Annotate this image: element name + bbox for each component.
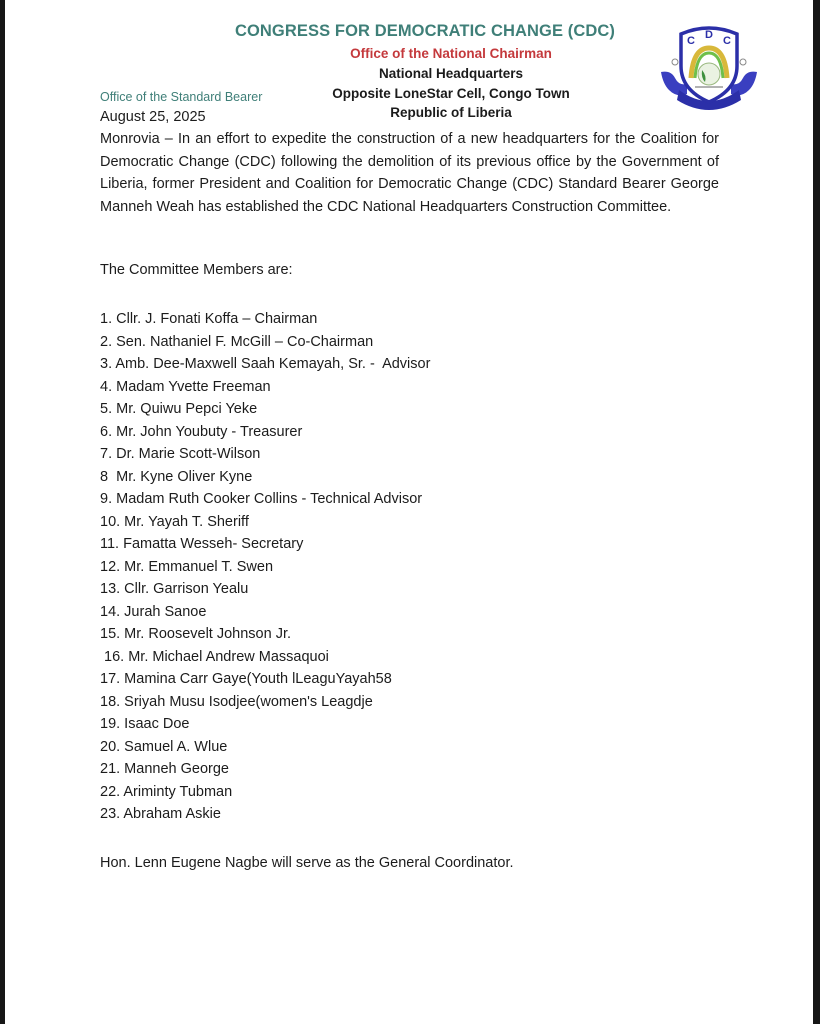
member-item: 16. Mr. Michael Andrew Massaquoi [100, 648, 329, 665]
member-item: 7. Dr. Marie Scott-Wilson [100, 446, 261, 462]
member-item: 3. Amb. Dee-Maxwell Saah Kemayah, Sr. - Advisor [100, 356, 431, 372]
general-coordinator-statement: Hon. Lenn Eugene Nagbe will serve as the General Coordinator. [100, 855, 514, 871]
crest-letter-c1: C [687, 35, 695, 47]
member-item: 5. Mr. Quiwu Pepci Yeke [100, 401, 258, 417]
document-page [5, 0, 813, 1024]
member-item: 18. Sriyah Musu Isodjee(women's Leagdje [100, 693, 373, 710]
organization-title: CONGRESS FOR DEMOCRATIC CHANGE (CDC) [234, 22, 616, 40]
committee-member-list [100, 308, 430, 826]
member-item: 14. Jurah Sanoe [100, 603, 207, 620]
member-item: 17. Mamina Carr Gaye(Youth lLeaguYayah58 [100, 671, 392, 687]
member-item: 13. Cllr. Garrison Yealu [100, 581, 249, 597]
crest-swirl-left [672, 59, 678, 65]
members-intro: The Committee Members are: [100, 262, 293, 278]
member-item: 9. Madam Ruth Cooker Collins - Technical Advisor [100, 491, 423, 507]
crest-swirl-right [740, 59, 746, 65]
crest-letter-d: D [705, 29, 713, 41]
member-item: 10. Mr. Yayah T. Sheriff [100, 513, 249, 530]
member-item: 2. Sen. Nathaniel F. McGill – Co-Chairman [100, 333, 374, 350]
document-date: August 25, 2025 [100, 109, 206, 125]
member-item: 19. Isaac Doe [100, 716, 190, 732]
address-line-3: Republic of Liberia [390, 105, 512, 120]
crest-letter-c2: C [723, 35, 731, 47]
office-of-national-chairman: Office of the National Chairman [350, 46, 552, 61]
member-item: 1. Cllr. J. Fonati Koffa – Chairman [100, 311, 318, 327]
member-item: 11. Famatta Wesseh- Secretary [100, 536, 304, 552]
member-item: 6. Mr. John Youbuty - Treasurer [100, 423, 303, 440]
member-item: 12. Mr. Emmanuel T. Swen [100, 558, 274, 575]
crest-globe [698, 63, 720, 85]
member-item: 23. Abraham Askie [100, 806, 221, 822]
address-line-2: Opposite LoneStar Cell, Congo Town [332, 86, 570, 101]
member-item: 8 Mr. Kyne Oliver Kyne [100, 468, 253, 485]
announcement-paragraph: Monrovia – In an effort to expedite the construction of a new headquarters for the Coalition for Democratic Change (CDC) following the demolition of its previous office by the Government of Liberia, former President and Coalition for Democratic Change (CDC) Standard Bearer George Manneh Weah has established the CDC National Headquarters Construction Committee. [100, 131, 719, 215]
member-item: 15. Mr. Roosevelt Johnson Jr. [100, 626, 292, 642]
standard-bearer-office: Office of the Standard Bearer [100, 90, 263, 104]
address-line-1: National Headquarters [378, 66, 524, 81]
cdc-party-crest-icon [657, 20, 761, 116]
member-item: 22. Ariminty Tubman [100, 783, 233, 800]
member-item: 4. Madam Yvette Freeman [100, 378, 271, 395]
member-item: 20. Samuel A. Wlue [100, 738, 228, 755]
member-item: 21. Manneh George [100, 761, 229, 777]
